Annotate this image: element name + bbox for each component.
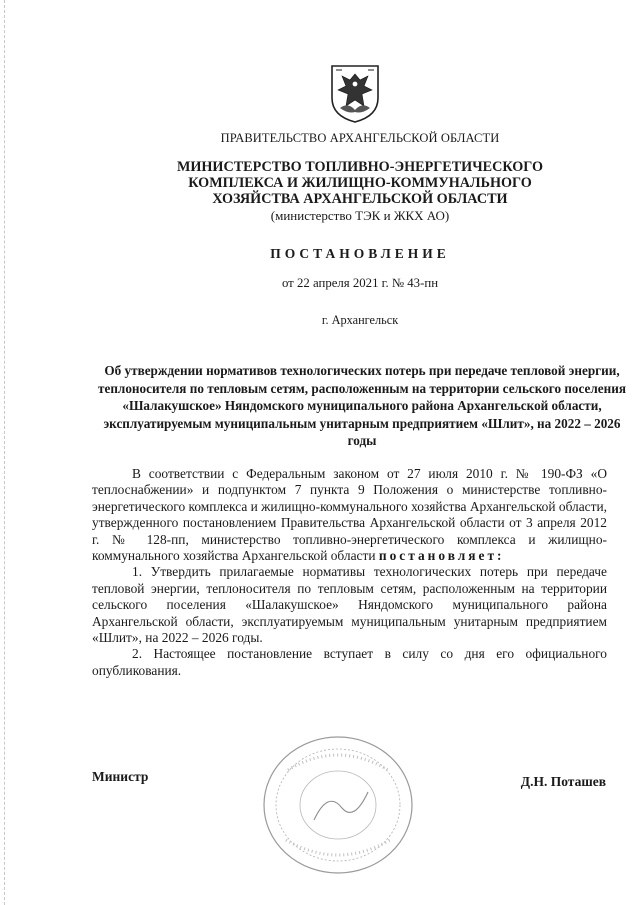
decree-title: ПОСТАНОВЛЕНИЕ xyxy=(270,246,450,261)
intro-paragraph xyxy=(92,466,607,564)
intro-text: В соответствии с Федеральным законом от 27 июля 2010 г. № 190-ФЗ «О теплоснабжении» и подпунктом 7 пункта 9 Положения о министерстве топливно-энергетического комплекса и жилищно-коммунального хозяйства Архангельской области, утвержденного постановлением Правительства Архангельской области от 3 апреля 2012 г. № 128-пп, министерство топливно-энергетического комплекса и жилищно-коммунального хозяйства Архангельской области xyxy=(92,466,607,564)
ministry-line: КОМПЛЕКСА И ЖИЛИЩНО-КОММУНАЛЬНОГО xyxy=(188,175,532,191)
resolves-word: постановляет: xyxy=(378,548,505,564)
signer-name: Д.Н. Поташев xyxy=(520,774,606,789)
government-name: ПРАВИТЕЛЬСТВО АРХАНГЕЛЬСКОЙ ОБЛАСТИ xyxy=(220,131,500,145)
item-1-paragraph: 1. Утвердить прилагаемые нормативы технологических потерь при передаче тепловой энергии, теплоносителя по тепловым сетям, расположенным на территории сельского поселения «Шалакушское» Няндомского муниципального района Архангельской области, эксплуатируемым муниципальным унитарным предприятием «Шлит», на 2022 – 2026 годы. xyxy=(92,564,607,646)
ministry-name xyxy=(80,159,640,207)
ministry-line: МИНИСТЕРСТВО ТОПЛИВНО-ЭНЕРГЕТИЧЕСКОГО xyxy=(176,159,544,175)
decree-date-number: от 22 апреля 2021 г. № 43-пн xyxy=(281,276,439,290)
ministry-abbreviation: (министерство ТЭК и ЖКХ АО) xyxy=(270,208,450,223)
ministry-line: ХОЗЯЙСТВА АРХАНГЕЛЬСКОЙ ОБЛАСТИ xyxy=(212,191,508,207)
decree-subject: Об утверждении нормативов технологических потерь при передаче тепловой энергии, теплоносителя по тепловым сетям, расположенным на территории сельского поселения «Шалакушское» Няндомского муниципального района Архангельской области, эксплуатируемым муниципальным унитарным предприятием «Шлит», на 2022 – 2026 годы xyxy=(98,363,626,449)
signer-title: Министр xyxy=(92,769,149,784)
official-stamp-icon xyxy=(258,730,418,880)
arkhangelsk-coat-of-arms-icon xyxy=(328,62,382,124)
scan-edge-line xyxy=(4,0,6,905)
decree-body xyxy=(92,466,607,679)
item-2-paragraph: 2. Настоящее постановление вступает в силу со дня его официального опубликования. xyxy=(92,646,607,678)
decree-city: г. Архангельск xyxy=(321,313,399,327)
